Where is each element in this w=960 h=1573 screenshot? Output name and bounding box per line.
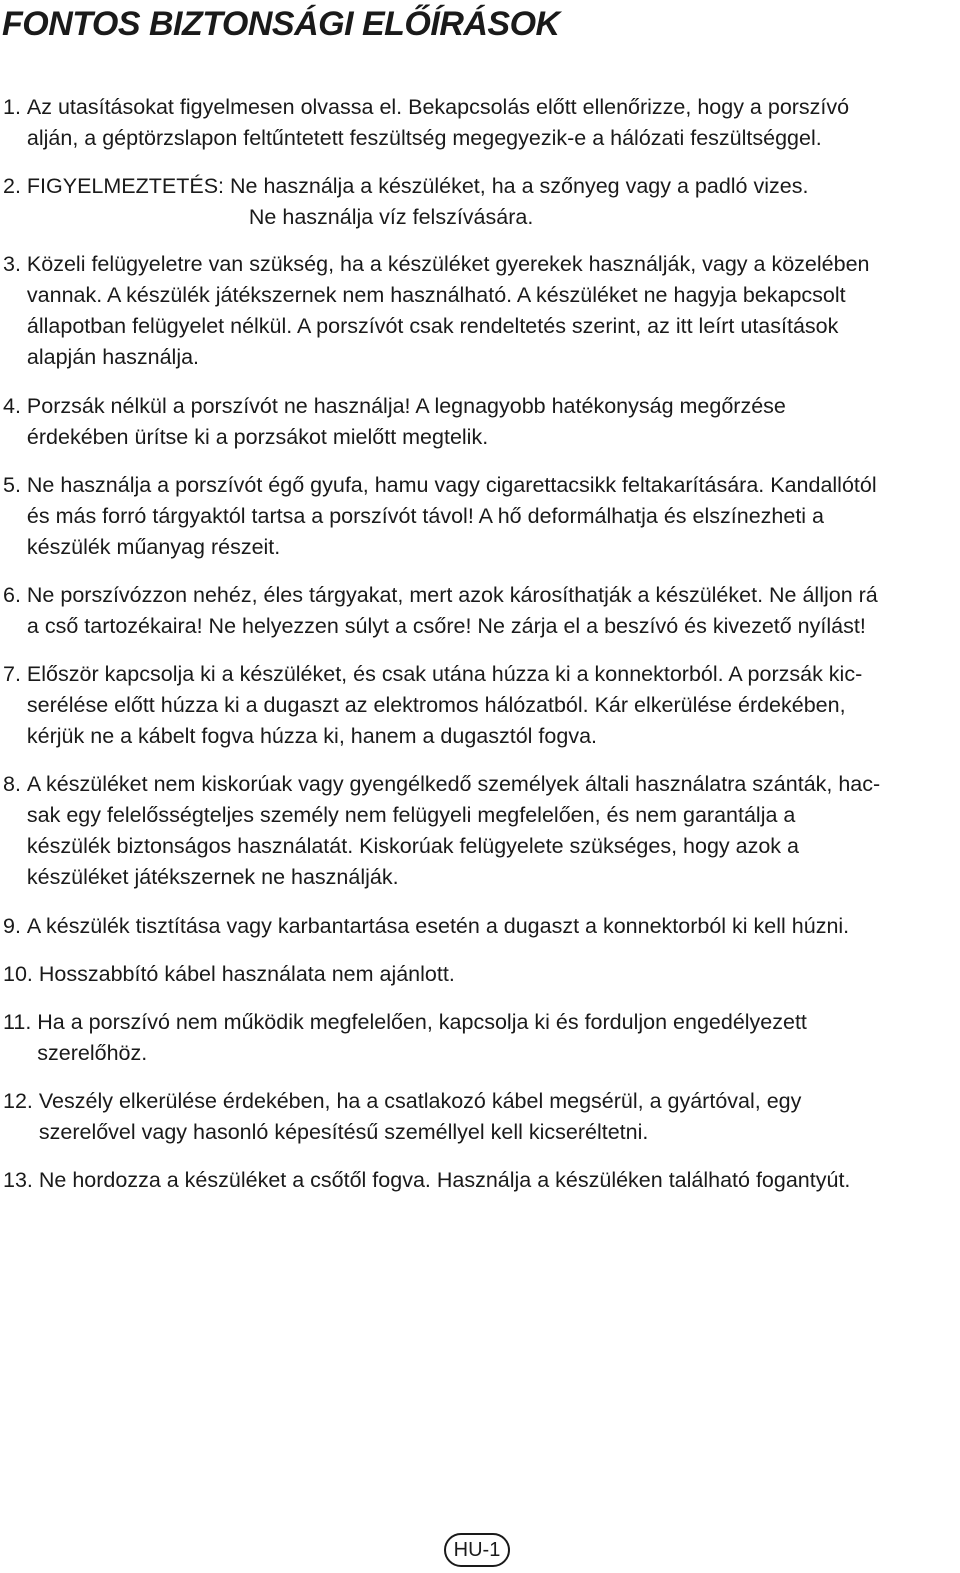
- item-line: Porzsák nélkül a porszívót ne használja! A legnagyobb hatékonyság megőrzése: [26, 394, 786, 418]
- instruction-item-4: [3, 391, 953, 453]
- item-line: érdekében ürítse ki a porzsákot mielőtt megtelik.: [26, 425, 489, 449]
- item-line: alapján használja.: [26, 345, 200, 369]
- item-text: [39, 1165, 953, 1196]
- item-number: 7.: [3, 662, 27, 686]
- item-line: Először kapcsolja ki a készüléket, és csak utána húzza ki a konnektorból. A porzsák kic-: [26, 662, 863, 686]
- item-number: 13.: [3, 1168, 39, 1192]
- item-line: készülék biztonságos használatát. Kiskorúak felügyelete szükséges, hogy azok a: [26, 834, 799, 858]
- instruction-item-5: [3, 470, 953, 563]
- item-line: és más forró tárgyaktól tartsa a porszívót távol! A hő deformálhatja és elszínezheti a: [26, 504, 825, 528]
- item-line: A készülék tisztítása vagy karbantartása esetén a dugaszt a konnektorból ki kell húzni.: [26, 914, 850, 938]
- item-line: Ha a porszívó nem működik megfelelően, kapcsolja ki és forduljon engedélyezett: [37, 1010, 807, 1034]
- item-number: 2.: [3, 174, 27, 198]
- item-number: 10.: [3, 962, 39, 986]
- item-text: [37, 1007, 953, 1069]
- item-line: szerelővel vagy hasonló képesítésű személlyel kell kicseréltetni.: [38, 1120, 649, 1144]
- item-text: [27, 391, 953, 453]
- item-number: 11.: [3, 1010, 38, 1034]
- instruction-item-8: [3, 769, 953, 893]
- instruction-item-2: [3, 171, 953, 233]
- instruction-item-9: [3, 911, 953, 942]
- item-text: [27, 659, 953, 752]
- item-line: állapotban felügyelet nélkül. A porszívót csak rendeltetés szerint, az itt leírt utasítások: [26, 314, 839, 338]
- item-line: serélése előtt húzza ki a dugaszt az elektromos hálózatból. Kár elkerülése érdekében,: [26, 693, 846, 717]
- item-number: 3.: [3, 252, 27, 276]
- item-line: Ne porszívózzon nehéz, éles tárgyakat, mert azok károsíthatják a készüléket. Ne álljon rá: [26, 583, 878, 607]
- item-number: 5.: [3, 473, 27, 497]
- item-line: Közeli felügyeletre van szükség, ha a készüléket gyerekek használják, vagy a közelében: [26, 252, 870, 276]
- instruction-item-11: [3, 1007, 953, 1069]
- item-number: 8.: [3, 772, 27, 796]
- item-text: [39, 1086, 953, 1148]
- item-line: Veszély elkerülése érdekében, ha a csatlakozó kábel megsérül, a gyártóval, egy: [38, 1089, 802, 1113]
- instruction-item-7: [3, 659, 953, 752]
- item-line: a cső tartozékaira! Ne helyezzen súlyt a csőre! Ne zárja el a beszívó és kivezető nyílást!: [26, 614, 866, 638]
- item-number: 9.: [3, 914, 27, 938]
- item-text: [27, 580, 953, 642]
- item-line: Ne hordozza a készüléket a csőtől fogva. Használja a készüléken található fogantyút.: [38, 1168, 851, 1192]
- item-text: [27, 769, 953, 893]
- instruction-item-6: [3, 580, 953, 642]
- item-text: [27, 92, 953, 154]
- item-line: Hosszabbító kábel használata nem ajánlott.: [38, 962, 455, 986]
- item-line: sak egy felelősségteljes személy nem felügyeli megfelelően, és nem garantálja a: [26, 803, 796, 827]
- item-line: A készüléket nem kiskorúak vagy gyengélkedő személyek általi használatra szánták, hac-: [26, 772, 881, 796]
- item-text: [27, 249, 953, 373]
- item-text: [27, 911, 953, 942]
- item-line: Ne használja víz felszívására.: [248, 205, 534, 229]
- instruction-item-13: [3, 1165, 953, 1196]
- item-line: FIGYELMEZTETÉS: Ne használja a készüléket, ha a szőnyeg vagy a padló vizes.: [26, 174, 809, 198]
- page-title: FONTOS BIZTONSÁGI ELŐÍRÁSOK: [2, 5, 560, 43]
- item-text: [27, 470, 953, 563]
- instruction-item-3: [3, 249, 953, 373]
- page-number-badge: HU-1: [444, 1533, 510, 1567]
- item-line: szerelőhöz.: [37, 1041, 148, 1065]
- instruction-item-10: [3, 959, 953, 990]
- instruction-item-1: [3, 92, 953, 154]
- item-line: Ne használja a porszívót égő gyufa, hamu vagy cigarettacsikk feltakarítására. Kandallótól: [26, 473, 877, 497]
- item-text: [39, 959, 953, 990]
- item-line: kérjük ne a kábelt fogva húzza ki, hanem a dugasztól fogva.: [26, 724, 598, 748]
- item-line: vannak. A készülék játékszernek nem használható. A készüléket ne hagyja bekapcsolt: [26, 283, 846, 307]
- item-number: 1.: [3, 95, 27, 119]
- instruction-item-12: [3, 1086, 953, 1148]
- item-number: 4.: [3, 394, 27, 418]
- item-number: 6.: [3, 583, 27, 607]
- item-line: készüléket játékszernek ne használják.: [26, 865, 399, 889]
- item-number: 12.: [3, 1089, 39, 1113]
- item-line: készülék műanyag részeit.: [26, 535, 281, 559]
- item-line: alján, a géptörzslapon feltűntetett feszültség megegyezik-e a hálózati feszültséggel.: [26, 126, 822, 150]
- item-line: Az utasításokat figyelmesen olvassa el. Bekapcsolás előtt ellenőrizze, hogy a porszívó: [26, 95, 850, 119]
- item-text: [27, 171, 953, 233]
